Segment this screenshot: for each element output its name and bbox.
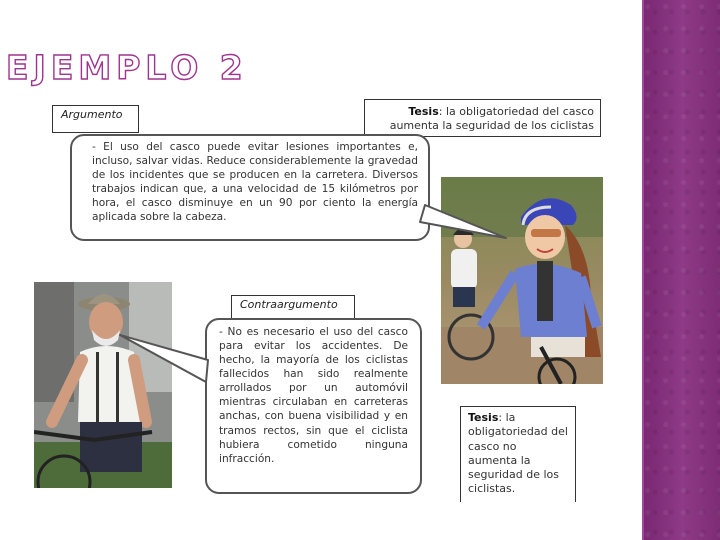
argument-label-text: Argumento (61, 108, 123, 121)
older-cyclist-photo-illustration (34, 282, 172, 488)
argument-bubble (70, 134, 430, 241)
counterargument-text: - No es necesario el uso del casco para evitar los accidentes. De hecho, la mayoría de los ciclistas fallecidos han sido realmente arrollados por un automóvil mientras circulaban en carreteras anchas, con buena visibilidad y en tramos rectos, sin que el ciclista hubiera cometido ninguna infracción. (219, 326, 408, 465)
thesis-bottom-label: Tesis (468, 411, 499, 424)
slide-title: EJEMPLO 2 (6, 48, 248, 87)
decorative-side-band (642, 0, 720, 540)
thesis-bottom-text: : la obligatoriedad del casco no aumenta la seguridad de los ciclistas. (468, 411, 568, 496)
thesis-top-text: : la obligatoriedad del casco aumenta la seguridad de los ciclistas (389, 105, 594, 133)
older-cyclist-photo (34, 282, 172, 488)
thesis-bottom-box (460, 406, 576, 502)
thesis-top-label: Tesis (408, 105, 439, 118)
cyclists-photo-illustration (441, 177, 603, 384)
counterargument-label (231, 295, 355, 320)
argument-text: - El uso del casco puede evitar lesiones importantes e, incluso, salvar vidas. Reduce considerablemente la gravedad de los incidentes que se producen en la carretera. Diversos trabajos indican que, a una velocidad de 15 kilómetros por hora, el casco disminuye en un 90 por ciento la energía aplicada sobre la cabeza. (92, 141, 418, 224)
argument-label (52, 105, 139, 133)
cyclists-photo (441, 177, 603, 384)
counterargument-label-text: Contraargumento (240, 298, 338, 311)
thesis-top-box (364, 99, 601, 137)
counterargument-bubble (205, 318, 422, 494)
